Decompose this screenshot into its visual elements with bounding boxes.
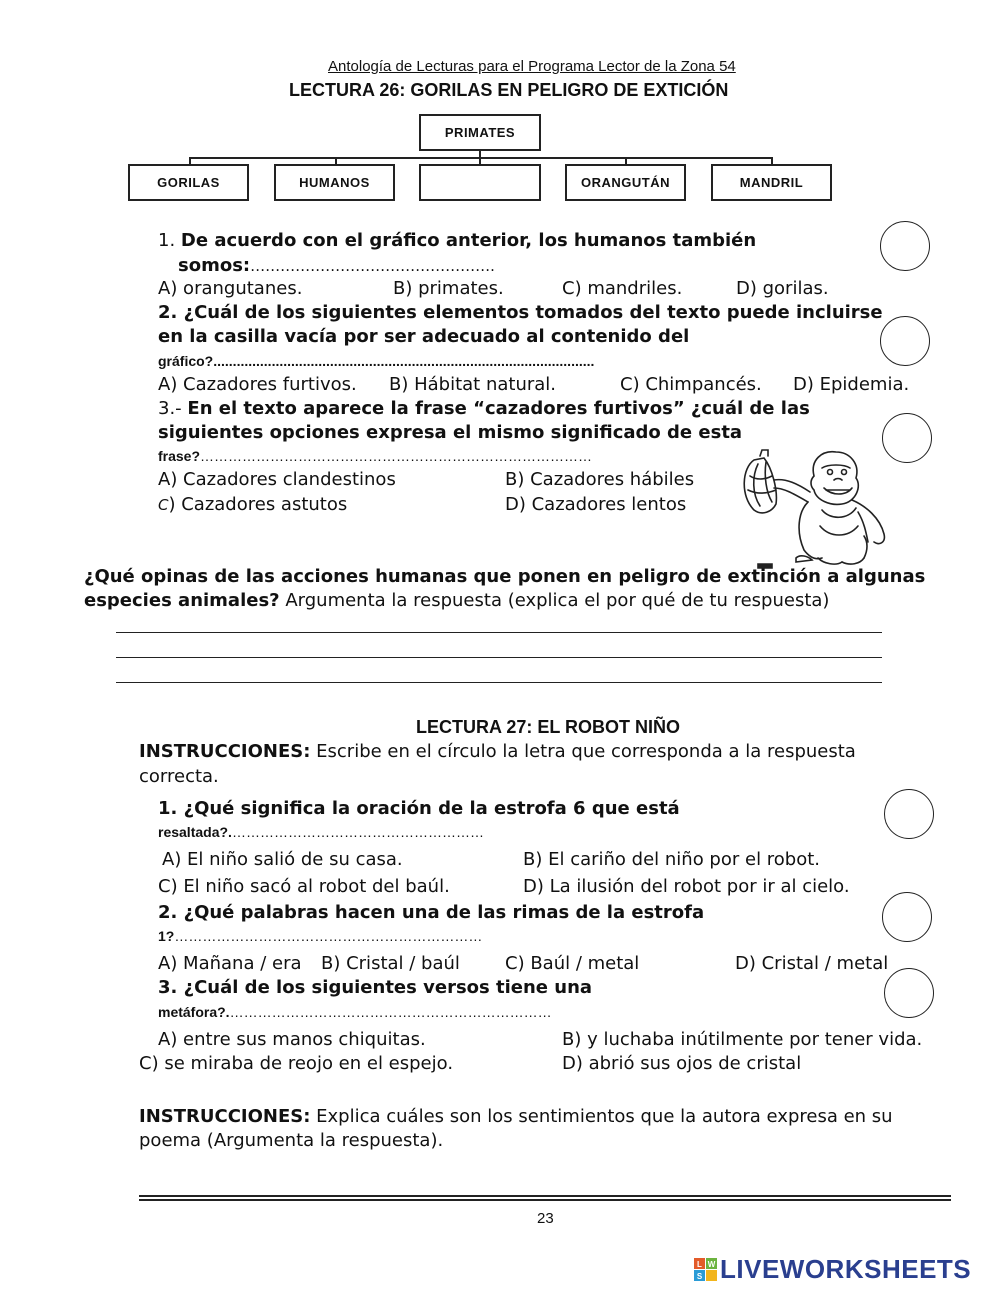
footer-rule-top: [139, 1195, 951, 1197]
l26-q3-option-a: A) Cazadores clandestinos: [158, 469, 396, 490]
l27-q3-option-d: D) abrió sus ojos de cristal: [562, 1053, 802, 1074]
l26-q3-line1: [158, 398, 810, 419]
l26-q2-line1: 2. ¿Cuál de los siguientes elementos tomados del texto puede incluirse: [158, 302, 883, 323]
diagram-node-gorilas: GORILAS: [128, 164, 249, 201]
diagram-node-humanos: HUMANOS: [274, 164, 395, 201]
l26-q1-text: De acuerdo con el gráfico anterior, los humanos también: [180, 230, 757, 251]
l26-q3-option-c: [158, 494, 347, 515]
l27-q3-answer-circle[interactable]: [884, 968, 934, 1018]
gorilla-illustration: [738, 446, 898, 570]
l26-q1-dots: ………………………………………….: [250, 257, 495, 275]
opinion-answer-line-2[interactable]: [116, 657, 882, 658]
l26-q2-option-b: B) Hábitat natural.: [389, 374, 557, 395]
l27-instructions-line1: [139, 741, 856, 762]
l27-q2-stanza: 1?: [158, 928, 175, 944]
l26-q2-answer-circle[interactable]: [880, 316, 930, 366]
l27-q3-metafora: metáfora?.: [158, 1004, 230, 1020]
l27-q1-option-c: C) El niño sacó al robot del baúl.: [158, 876, 450, 897]
l26-q1-line1: [158, 230, 756, 251]
l27-q1-line2: [158, 824, 484, 840]
page-number: 23: [537, 1210, 554, 1227]
l26-q3-frase: frase?: [158, 448, 201, 464]
diagram-connector: [189, 157, 191, 164]
l26-q2-option-a: A) Cazadores furtivos.: [158, 374, 357, 395]
logo-letter-w: W: [707, 1259, 716, 1269]
l27-q1-resaltada: resaltada?.: [158, 824, 232, 840]
l27-q2-line2: [158, 928, 482, 944]
l26-q3-option-c-letter: C: [158, 496, 169, 514]
l26-q1-answer-circle[interactable]: [880, 221, 930, 271]
l27-q1-answer-circle[interactable]: [884, 789, 934, 839]
diagram-connector: [479, 157, 481, 164]
diagram-connector: [625, 157, 627, 164]
l27-q3-option-c: C) se miraba de reojo en el espejo.: [139, 1053, 454, 1074]
l26-q2-option-d: D) Epidemia.: [793, 374, 910, 395]
l27-q2-option-c: C) Baúl / metal: [505, 953, 640, 974]
l26-q3-option-c-text: ) Cazadores astutos: [168, 494, 348, 515]
diagram-node-empty[interactable]: [419, 164, 541, 201]
l26-q1-option-d: D) gorilas.: [736, 278, 829, 299]
l26-q2-line3: gráfico?..................................................................................................: [158, 353, 595, 369]
l26-q3-dots: …………………………………………………………………………: [200, 448, 593, 464]
liveworksheets-logo[interactable]: [694, 1254, 971, 1285]
l26-q3-option-b: B) Cazadores hábiles: [505, 469, 695, 490]
l26-q3-line3: [158, 448, 592, 464]
l26-q3-number: 3.-: [158, 398, 182, 419]
diagram-node-orangutan: ORANGUTÁN: [565, 164, 686, 201]
l26-q1-option-b: B) primates.: [393, 278, 504, 299]
l26-q3-line2: siguientes opciones expresa el mismo significado de esta: [158, 422, 743, 443]
footer-rule-bottom: [139, 1199, 951, 1201]
diagram-node-mandril: MANDRIL: [711, 164, 832, 201]
l27-q1-dots: ………………………………………………: [231, 824, 484, 840]
l27-q1-option-a: A) El niño salió de su casa.: [162, 849, 403, 870]
l27-q2-option-d: D) Cristal / metal: [735, 953, 889, 974]
diagram-connector: [771, 157, 773, 164]
l26-q3-option-d: D) Cazadores lentos: [505, 494, 687, 515]
lectura-27-title: LECTURA 27: EL ROBOT NIÑO: [416, 717, 681, 737]
l27-q1-option-b: B) El cariño del niño por el robot.: [523, 849, 821, 870]
l27-q1-option-d: D) La ilusión del robot por ir al cielo.: [523, 876, 850, 897]
l26-q1-option-c: C) mandriles.: [562, 278, 683, 299]
opinion-answer-line-1[interactable]: [116, 632, 882, 633]
l26-q1-text-b: somos:: [178, 255, 251, 276]
logo-letter-s: S: [696, 1271, 703, 1281]
l27-q2-line1: 2. ¿Qué palabras hacen una de las rimas de la estrofa: [158, 902, 705, 923]
anthology-header: Antología de Lecturas para el Programa Lector de la Zona 54: [328, 58, 736, 75]
l27-q3-line2: [158, 1004, 552, 1020]
l26-q2-option-c: C) Chimpancés.: [620, 374, 762, 395]
diagram-root-primates: PRIMATES: [419, 114, 541, 151]
opinion-question-line2: [84, 590, 829, 611]
l26-q1-option-a: A) orangutanes.: [158, 278, 303, 299]
l27-instructions2-label: INSTRUCCIONES:: [139, 1106, 311, 1127]
diagram-connector: [189, 157, 773, 159]
l27-instructions-text: Escribe en el círculo la letra que corresponda a la respuesta: [310, 741, 856, 762]
l27-instructions2-text: Explica cuáles son los sentimientos que la autora expresa en su: [310, 1106, 893, 1127]
l26-q2-line2: en la casilla vacía por ser adecuado al contenido del: [158, 326, 690, 347]
l27-q2-option-b: B) Cristal / baúl: [321, 953, 460, 974]
l27-instructions2-line2: poema (Argumenta la respuesta).: [139, 1130, 444, 1151]
l27-q3-dots: ……………………………………………………………: [229, 1004, 552, 1020]
l27-q1-line1: 1. ¿Qué significa la oración de la estrofa 6 que está: [158, 798, 680, 819]
liveworksheets-logo-icon: [694, 1258, 718, 1282]
diagram-connector: [335, 157, 337, 164]
l27-q2-answer-circle[interactable]: [882, 892, 932, 942]
opinion-question-line1: ¿Qué opinas de las acciones humanas que ponen en peligro de extinción a algunas: [84, 566, 926, 587]
l27-q2-dots: …………………………………………………………: [174, 928, 483, 944]
l27-q3-option-b: B) y luchaba inútilmente por tener vida.: [562, 1029, 923, 1050]
liveworksheets-brand: LIVEWORKSHEETS: [720, 1254, 972, 1284]
l27-q3-line1: 3. ¿Cuál de los siguientes versos tiene una: [158, 977, 593, 998]
l27-instructions-label: INSTRUCCIONES:: [139, 741, 311, 762]
l27-q2-option-a: A) Mañana / era: [158, 953, 302, 974]
l26-q3-text: En el texto aparece la frase “cazadores furtivos” ¿cuál de las: [187, 398, 810, 419]
lectura-26-title: LECTURA 26: GORILAS EN PELIGRO DE EXTICIÓN: [289, 80, 729, 100]
logo-letter-l: L: [697, 1259, 702, 1269]
l27-q3-option-a: A) entre sus manos chiquitas.: [158, 1029, 426, 1050]
opinion-answer-line-3[interactable]: [116, 682, 882, 683]
opinion-question-bold: especies animales?: [84, 590, 280, 611]
l26-q1-number: 1.: [158, 230, 176, 251]
l27-instructions2-line1: [139, 1106, 893, 1127]
opinion-question-rest: Argumenta la respuesta (explica el por qué de tu respuesta): [279, 590, 830, 611]
l27-instructions-line2: correcta.: [139, 766, 219, 787]
l26-q1-line2: [178, 255, 495, 276]
